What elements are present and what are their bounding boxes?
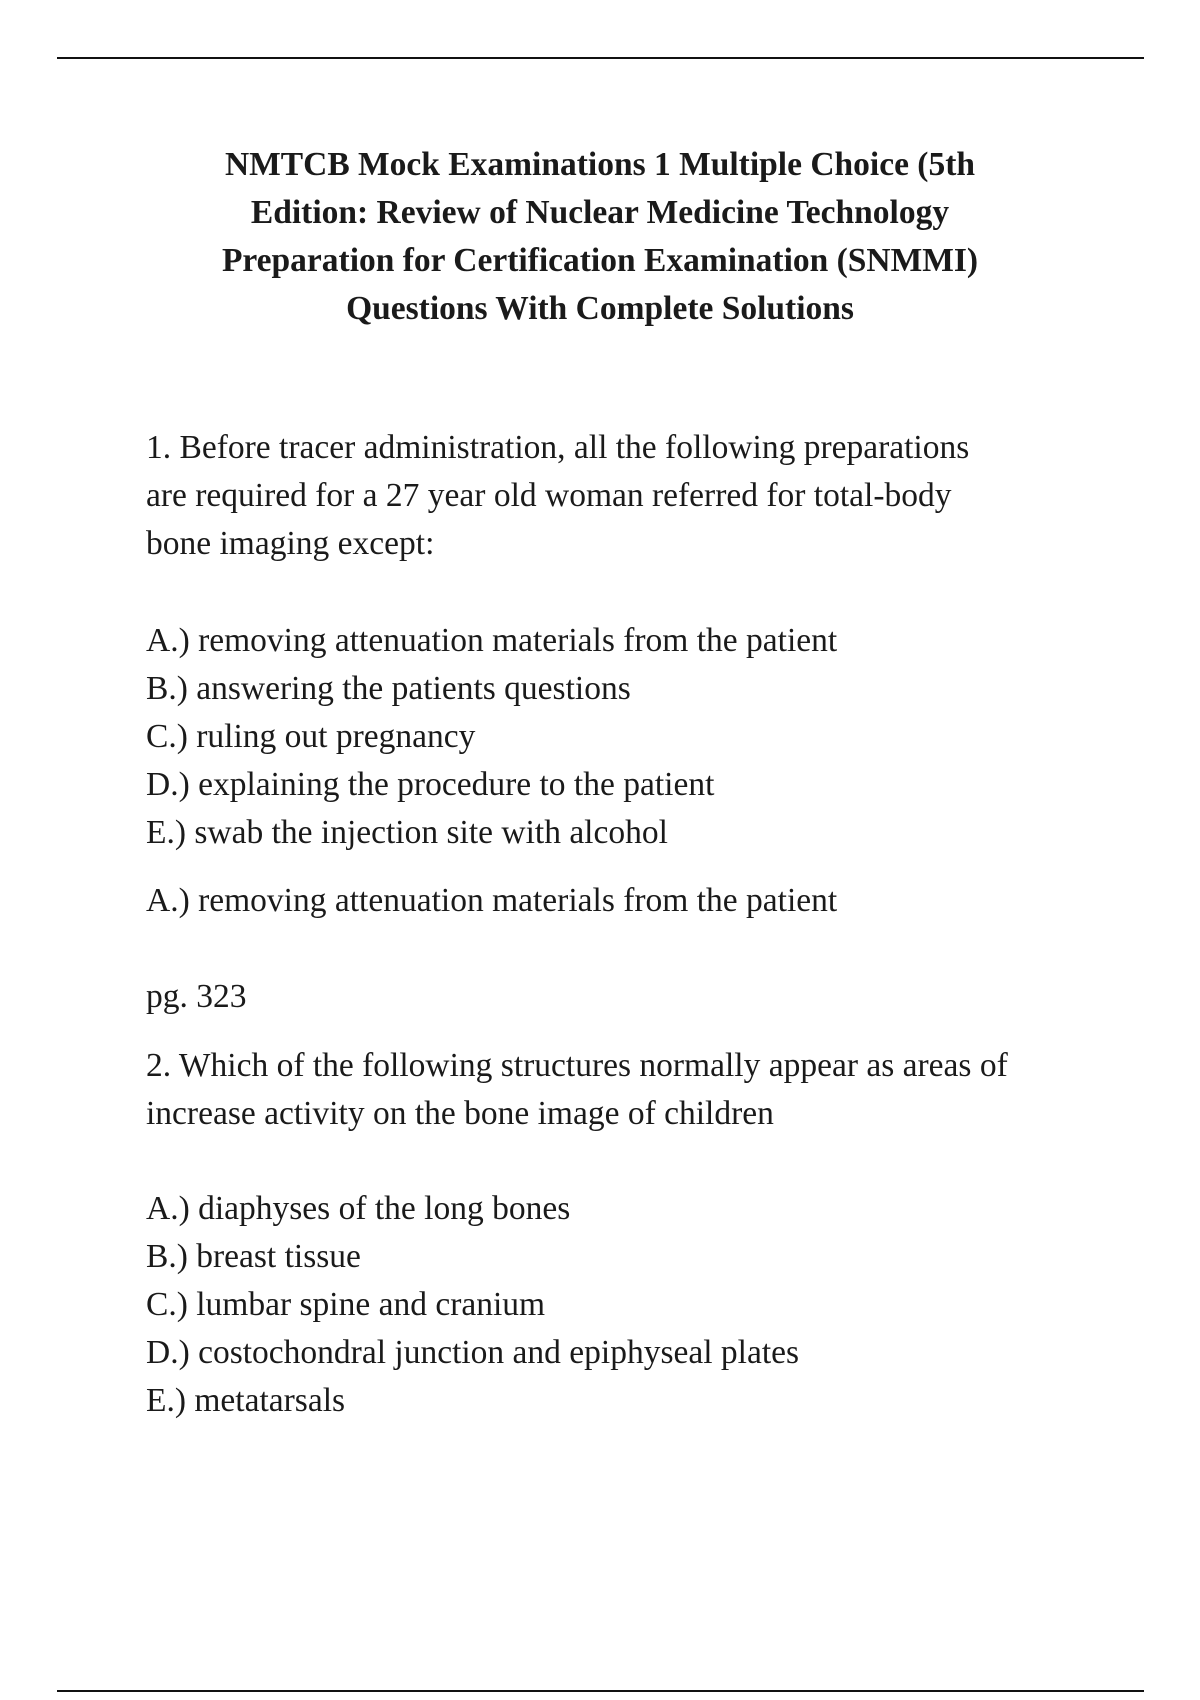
option-a: A.) removing attenuation materials from the patient [146, 622, 838, 659]
option-b: B.) answering the patients questions [146, 670, 631, 707]
option-d: D.) costochondral junction and epiphyseal plates [146, 1334, 800, 1371]
page-reference: pg. 323 [146, 978, 247, 1015]
question-line: 2. Which of the following structures normally appear as areas of [146, 1047, 1008, 1084]
question-2-options [146, 1185, 799, 1425]
option-e: E.) swab the injection site with alcohol [146, 814, 668, 851]
question-line: bone imaging except: [146, 525, 435, 562]
option-c: C.) ruling out pregnancy [146, 718, 476, 755]
title-line: NMTCB Mock Examinations 1 Multiple Choice (5th [224, 146, 976, 183]
bottom-rule [57, 1690, 1144, 1692]
option-e: E.) metatarsals [146, 1382, 346, 1419]
top-rule [57, 57, 1144, 59]
question-line: increase activity on the bone image of children [146, 1095, 774, 1132]
question-line: 1. Before tracer administration, all the following preparations [146, 429, 970, 466]
question-1-text [146, 424, 969, 568]
question-1-options [146, 617, 837, 857]
option-a: A.) diaphyses of the long bones [146, 1190, 571, 1227]
option-b: B.) breast tissue [146, 1238, 361, 1275]
question-line: are required for a 27 year old woman referred for total-body [146, 477, 952, 514]
title-line: Edition: Review of Nuclear Medicine Technology [250, 194, 950, 231]
option-c: C.) lumbar spine and cranium [146, 1286, 546, 1323]
question-2-text [146, 1042, 1008, 1138]
document-title [150, 141, 1050, 333]
option-d: D.) explaining the procedure to the patient [146, 766, 715, 803]
question-1-answer: A.) removing attenuation materials from the patient [146, 882, 838, 919]
title-line: Preparation for Certification Examination (SNMMI) [221, 242, 979, 279]
title-line: Questions With Complete Solutions [346, 290, 854, 327]
